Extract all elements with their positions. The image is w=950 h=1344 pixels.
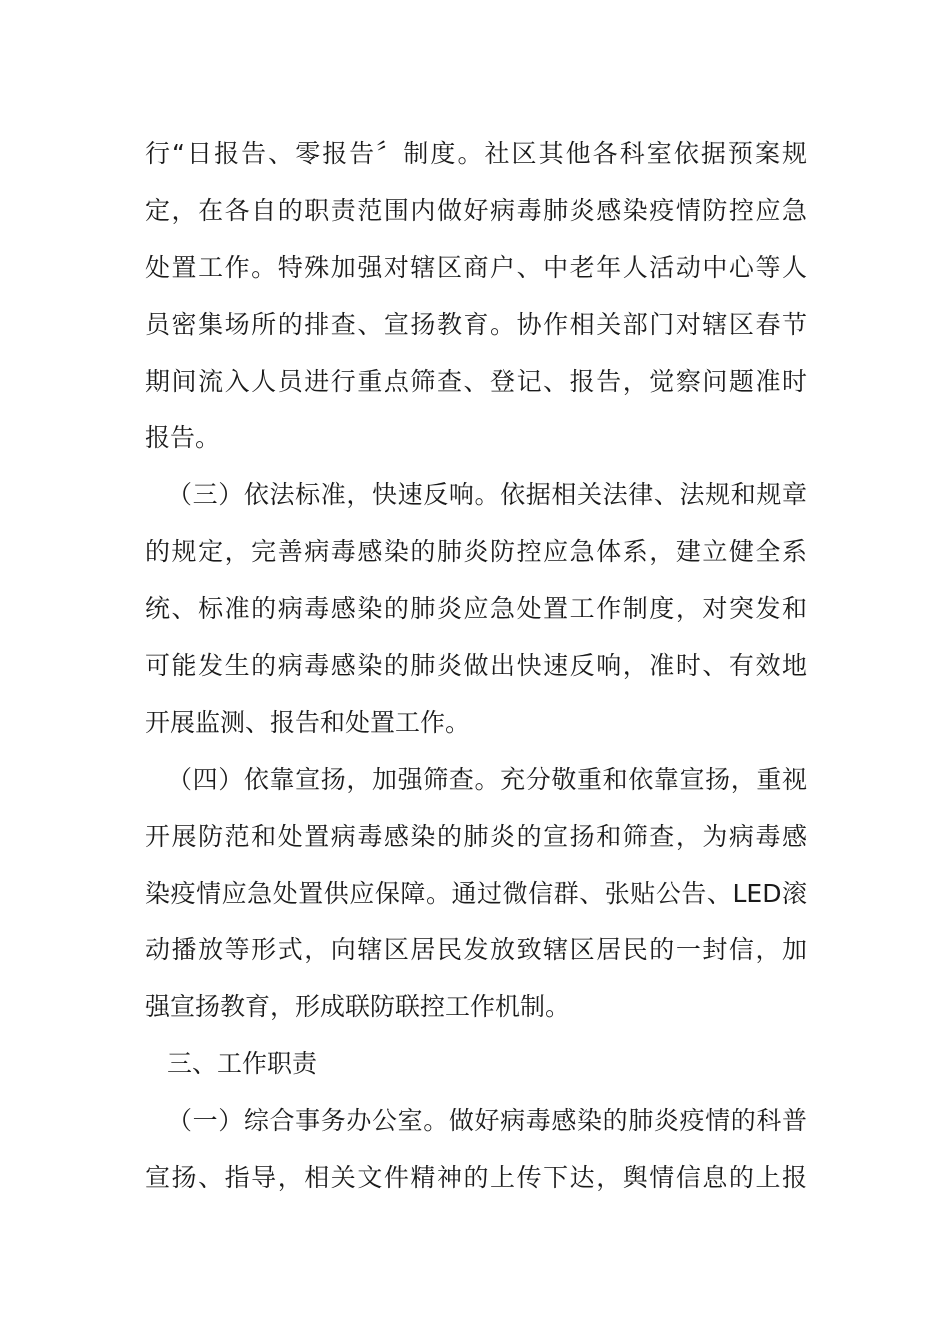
- text-line: 可能发生的病毒感染的肺炎做出快速反响，准时、有效地: [145, 651, 807, 681]
- text-line: 开展监测、报告和处置工作。: [145, 707, 471, 737]
- text-line: 染疫情应急处置供应保障。通过微信群、张贴公告、LED滚: [145, 878, 807, 908]
- text-line: 宣扬、指导，相关文件精神的上传下达，舆情信息的上报: [145, 1163, 807, 1193]
- text-line: 统、标准的病毒感染的肺炎应急处置工作制度，对突发和: [145, 594, 807, 624]
- text-line: 动播放等形式，向辖区居民发放致辖区居民的一封信，加: [145, 935, 807, 965]
- section-heading: 三、工作职责: [167, 1049, 318, 1079]
- paragraph-start-line: （四）依靠宣扬，加强筛查。充分敬重和依靠宣扬，重视: [167, 764, 807, 794]
- paragraph-start-line: （三）依法标准，快速反响。依据相关法律、法规和规章: [167, 480, 807, 510]
- document-body: [145, 126, 807, 1207]
- text-line: 期间流入人员进行重点筛查、登记、报告，觉察问题准时: [145, 366, 807, 396]
- text-line: 的规定，完善病毒感染的肺炎防控应急体系，建立健全系: [145, 537, 807, 567]
- text-line: 强宣扬教育，形成联防联控工作机制。: [145, 992, 571, 1022]
- text-line: 开展防范和处置病毒感染的肺炎的宣扬和筛查，为病毒感: [145, 821, 807, 851]
- text-line: 报告。: [145, 423, 221, 453]
- text-line: 员密集场所的排查、宣扬教育。协作相关部门对辖区春节: [145, 309, 807, 339]
- paragraph-start-line: （一）综合事务办公室。做好病毒感染的肺炎疫情的科普: [167, 1106, 807, 1136]
- text-line: 定，在各自的职责范围内做好病毒肺炎感染疫情防控应急: [145, 195, 807, 225]
- text-line: 行“日报告、零报告〞制度。社区其他各科室依据预案规: [145, 139, 807, 168]
- text-line: 处置工作。特殊加强对辖区商户、中老年人活动中心等人: [145, 252, 807, 282]
